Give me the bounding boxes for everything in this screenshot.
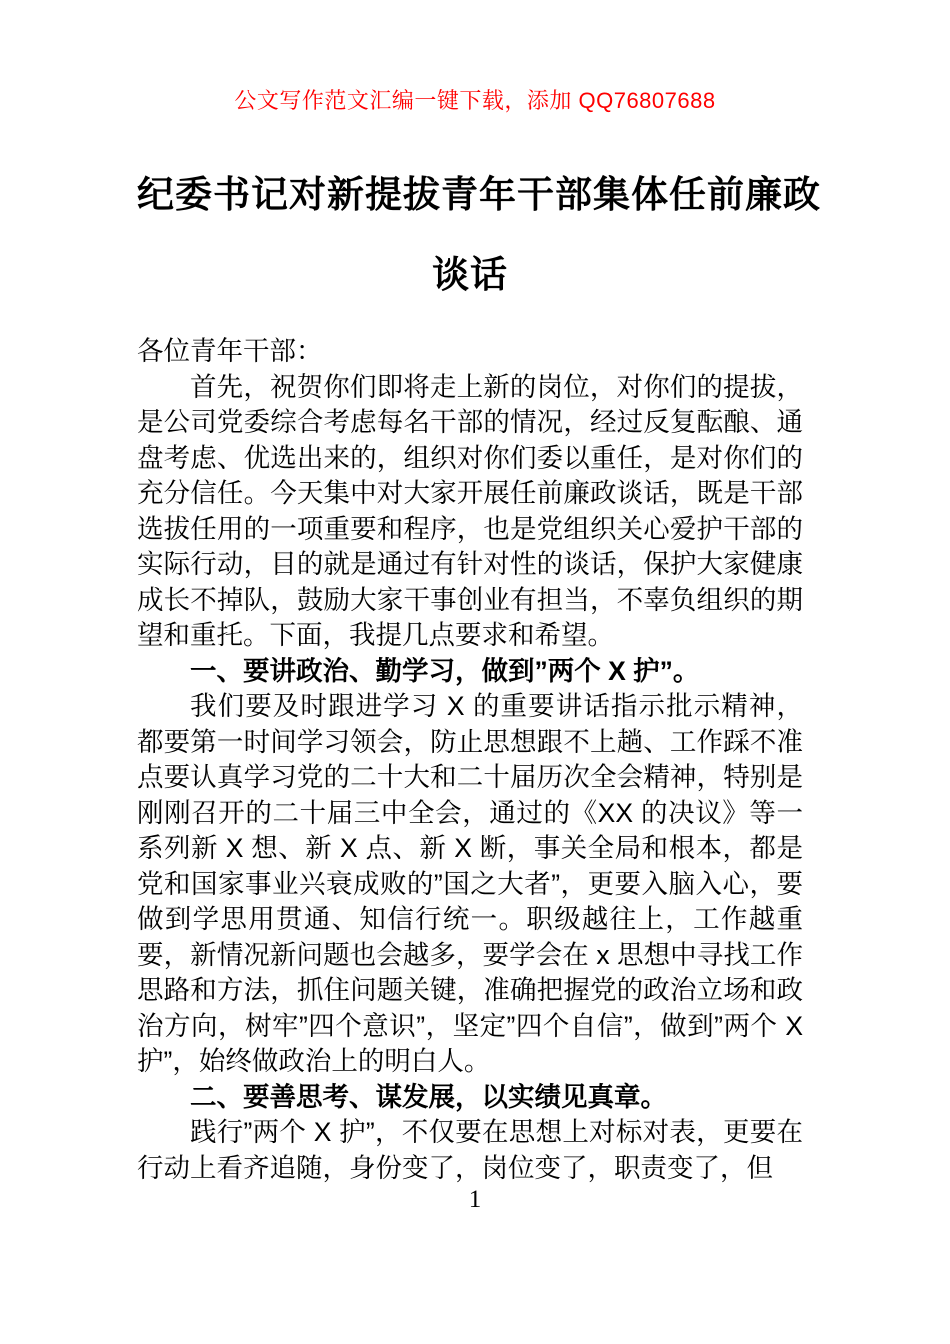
section-2-paragraph: 践行”两个 X 护”，不仅要在思想上对标对表，更要在行动上看齐追随，身份变了，岗位变了，职责变了，但 — [137, 1117, 803, 1183]
section-1-paragraph: 我们要及时跟进学习 X 的重要讲话指示批示精神，都要第一时间学习领会，防止思想跟不上趟、工作踩不准点要认真学习党的二十大和二十届历次全会精神，特别是刚刚召开的二十届三中全会，通过的《XX 的决议》等一系列新 X 想、新 X 点、新 X 断，事关全局和根本，都是党和国家事业兴衰成败的”国之大者”，更要入脑入心，要做到学思用贯通、知信行统一。职级越往上，工作越重要，新情况新问题也会越多，要学会在 x 思想中寻找工作思路和方法，抓住问题关键，准确把握党的政治立场和政治方向，树牢”四个意识”，坚定”四个自信”，做到”两个 X 护”，始终做政治上的明白人。 — [137, 691, 803, 1076]
section-heading-1: 一、要讲政治、勤学习，做到”两个 X 护”。 — [190, 655, 700, 686]
document-title-line-2: 谈话 — [432, 254, 508, 295]
document-body — [137, 334, 803, 1186]
section-heading-2: 二、要善思考、谋发展，以实绩见真章。 — [190, 1081, 667, 1112]
intro-paragraph: 首先，祝贺你们即将走上新的岗位，对你们的提拔，是公司党委综合考虑每名干部的情况，经过反复酝酿、通盘考虑、优选出来的，组织对你们委以重任，是对你们的充分信任。今天集中对大家开展任前廉政谈话，既是干部选拔任用的一项重要和程序，也是党组织关心爱护干部的实际行动，目的就是通过有针对性的谈话，保护大家健康成长不掉队，鼓励大家干事创业有担当，不辜负组织的期望和重托。下面，我提几点要求和希望。 — [137, 371, 803, 650]
document-title — [137, 155, 821, 315]
promo-notice-text: 公文写作范文汇编一键下载，添加 QQ76807688 — [234, 88, 716, 113]
page-number: 1 — [468, 1186, 482, 1213]
document-title-line-1: 纪委书记对新提拔青年干部集体任前廉政 — [137, 174, 821, 215]
salutation-paragraph: 各位青年干部： — [137, 336, 323, 366]
